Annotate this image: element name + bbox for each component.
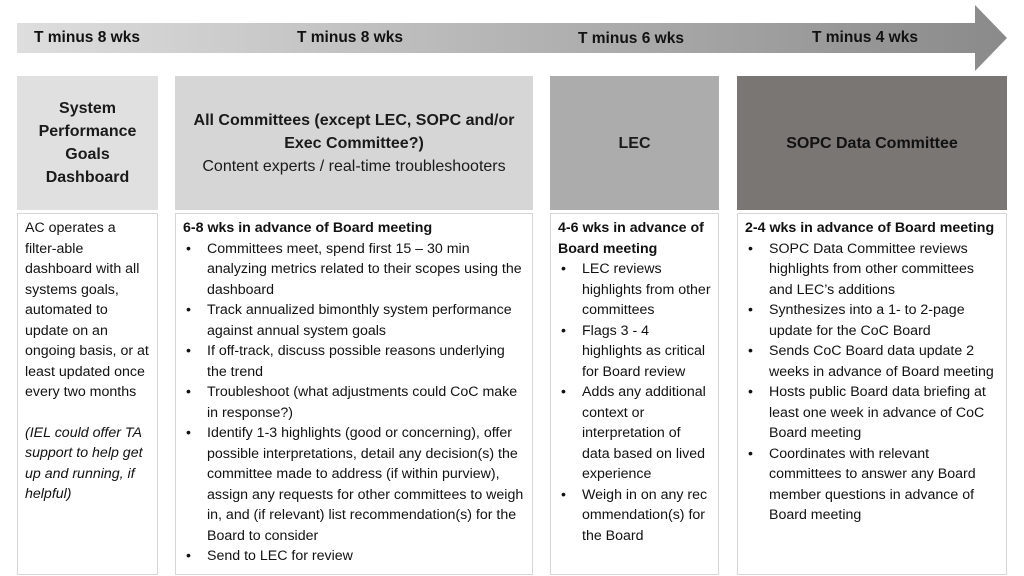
bullet-icon: • (561, 261, 566, 277)
bullet-icon: • (748, 384, 753, 400)
body-title: 2-4 wks in advance of Board meeting (745, 220, 995, 236)
bullet-icon: • (748, 302, 753, 318)
bullet-icon: • (561, 384, 566, 400)
column-body-dashboard (17, 213, 158, 575)
list-item: • Flags 3 - 4 highlights as critical for Board review (561, 322, 706, 380)
bullet-icon: • (748, 445, 753, 462)
column-header-all-committees (175, 76, 533, 210)
timeline-label-2: T minus 8 wks (297, 29, 403, 46)
list-item: • If off-track, discuss possible reasons underlying the trend (186, 343, 505, 380)
column-header-dashboard (17, 76, 158, 210)
list-item: • Sends CoC Board data update 2 weeks in advance of Board meeting (748, 343, 994, 380)
body-title: 4-6 wks in advance of Board meeting (558, 220, 704, 257)
list-item: • Troubleshoot (what adjustments could CoC make in response?) (186, 384, 518, 421)
bullet-icon: • (186, 425, 191, 441)
bullet-icon: • (186, 302, 191, 318)
bullet-icon: • (186, 384, 191, 400)
bullet-list (558, 259, 712, 546)
list-item: • SOPC Data Committee reviews highlights from other committees and LEC’s additions (748, 240, 975, 298)
list-item: • LEC reviews highlights from other committees (561, 261, 711, 318)
body-note: (IEL could offer TA support to help get up and running, if helpful) (25, 424, 143, 502)
list-item: • Hosts public Board data briefing at least one week in advance of CoC Board meeting (748, 384, 986, 441)
column-header-title: LEC (618, 134, 651, 152)
column-header-sopc (737, 76, 1007, 210)
bullet-icon: • (186, 240, 191, 257)
timeline-label-3: T minus 6 wks (578, 30, 684, 47)
list-item: • Adds any additional context or interpretation of data based on lived experience (561, 384, 706, 482)
column-body-sopc (737, 213, 1007, 575)
list-item: • Track annualized bimonthly system performance against annual system goals (186, 302, 512, 339)
column-header-subtitle: Content experts / real-time troubleshooters (202, 157, 506, 175)
list-item: • Send to LEC for review (183, 546, 526, 567)
timeline-label-1: T minus 8 wks (34, 29, 140, 46)
bullet-icon: • (748, 240, 753, 257)
bullet-icon: • (561, 486, 566, 503)
body-title: 6-8 wks in advance of Board meeting (183, 220, 433, 236)
bullet-list (745, 239, 1000, 526)
list-item: • Synthesizes into a 1- to 2-page update for the CoC Board (748, 302, 965, 339)
body-text: AC operates a filter-able dashboard with all systems goals, automated to update on an ongoing basis, or at least updated once every two months (25, 220, 149, 400)
column-body-lec (550, 213, 719, 575)
timeline-label-4: T minus 4 wks (812, 29, 918, 46)
column-header-lec (550, 76, 719, 210)
bullet-icon: • (186, 548, 191, 564)
list-item: • Coordinates with relevant committees to answer any Board member questions in advance of Board meeting (748, 445, 976, 523)
column-header-title: System Performance Goals Dashboard (38, 100, 137, 186)
list-item: • Identify 1-3 highlights (good or concerning), offer possible interpretations, detail any decision(s) the committee made to address (if within purview), assign any requests for other committees to weigh in, and (if relevant) list recommendation(s) for the Board to consider (186, 425, 524, 544)
bullet-icon: • (748, 343, 753, 359)
column-header-title: All Committees (except LEC, SOPC and/or Exec Committee?) (193, 111, 515, 152)
bullet-icon: • (186, 343, 191, 359)
column-header-title: SOPC Data Committee (786, 134, 958, 152)
bullet-list (183, 239, 526, 567)
list-item: • Committees meet, spend first 15 – 30 min analyzing metrics related to their scopes using the dashboard (186, 240, 522, 298)
list-item: • Weigh in on any recommendation(s) for the Board (561, 486, 708, 544)
column-body-all-committees (175, 213, 533, 575)
bullet-icon: • (561, 322, 566, 339)
